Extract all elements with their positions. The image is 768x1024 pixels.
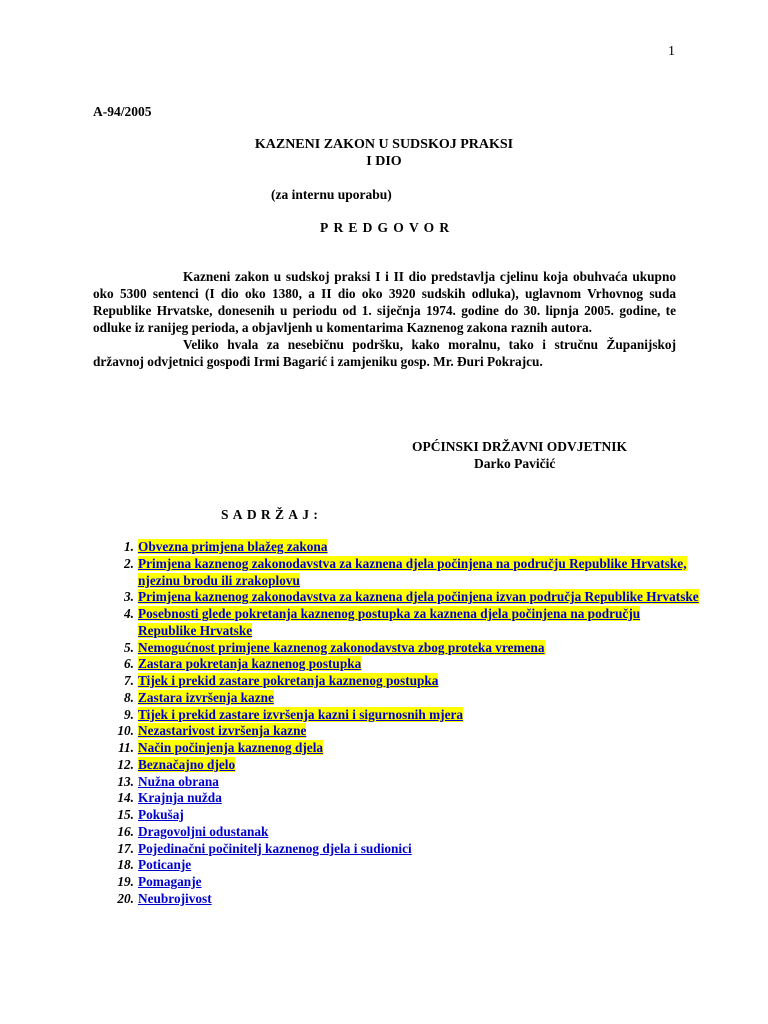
toc-item-number: 6.	[124, 656, 134, 672]
signer-name: Darko Pavičić	[474, 456, 556, 471]
toc-item-number: 3.	[124, 589, 134, 605]
document-title	[0, 136, 768, 170]
toc-link[interactable]: Dragovoljni odustanak	[138, 823, 269, 839]
toc-link[interactable]: Tijek i prekid zastare izvršenja kazni i sigurnosnih mjera	[138, 706, 464, 722]
toc-item	[100, 723, 700, 740]
title-line-2: I DIO	[366, 154, 402, 169]
preface-paragraph: Kazneni zakon u sudskoj praksi I i II dio predstavlja cjelinu koja obuhvaća ukupno oko 5300 sentenci (I dio oko 1380, a II dio oko 3920 sudskih odluka), uglavnom Vrhovnog suda Republike Hrvatske, donesenih u periodu od 1. siječnja 1974. godine do 30. lipnja 2005. godine, te odluke iz ranijeg perioda, a objavljenh u komentarima Kaznenog zakona raznih autora.	[93, 269, 676, 335]
toc-item-entry	[138, 656, 700, 673]
toc-item-number: 5.	[124, 639, 134, 655]
signer-title: OPĆINSKI DRŽAVNI ODVJETNIK	[412, 439, 628, 454]
toc-link[interactable]: Primjena kaznenog zakonodavstva za kaznena djela počinjena na području Republike Hrvatske, njezinu brodu ili zrakoplovu	[138, 555, 687, 588]
toc-link[interactable]: Posebnosti glede pokretanja kaznenog postupka za kaznena djela počinjena na području Republike Hrvatske	[138, 606, 641, 638]
toc-item-entry	[138, 723, 700, 740]
toc-item	[100, 807, 700, 824]
toc-item-entry	[138, 757, 700, 774]
toc-link[interactable]: Zastara izvršenja kazne	[138, 689, 274, 705]
toc-item-entry	[138, 673, 700, 690]
toc-item-number: 10.	[117, 723, 134, 739]
toc-link[interactable]: Obvezna primjena blažeg zakona	[138, 539, 328, 554]
toc-item-entry	[138, 556, 700, 590]
preface-text	[93, 268, 676, 370]
toc-item-number: 4.	[124, 606, 134, 621]
toc-item-number: 16.	[117, 823, 134, 839]
toc-heading: SADRŽAJ:	[221, 507, 323, 522]
preface-heading: PREDGOVOR	[320, 220, 455, 235]
toc-link[interactable]: Primjena kaznenog zakonodavstva za kaznena djela počinjena izvan područja Republike Hrvatske	[138, 589, 699, 605]
toc-item-number: 8.	[124, 689, 134, 705]
toc-item	[100, 891, 700, 908]
toc-item	[100, 774, 700, 791]
toc-item-number: 14.	[117, 790, 134, 806]
toc-link[interactable]: Neubrojivost	[138, 890, 212, 906]
toc-item-entry	[138, 539, 700, 556]
toc-item	[100, 690, 700, 707]
toc-item-number: 19.	[117, 874, 134, 889]
toc-item-entry	[138, 807, 700, 824]
toc-link[interactable]: Tijek i prekid zastare pokretanja kaznenog postupka	[138, 673, 439, 688]
toc-item	[100, 606, 700, 640]
preface-paragraph: Veliko hvala za nesebičnu podršku, kako moralnu, tako i stručnu Županijskoj državnoj odvjetnici gospođi Irmi Bagarić i zamjeniku gosp. Mr. Đuri Pokrajcu.	[93, 337, 676, 369]
toc-link[interactable]: Beznačajno djelo	[138, 756, 236, 772]
toc-item-number: 18.	[117, 857, 134, 873]
toc-item-number: 20.	[117, 890, 134, 906]
toc-link[interactable]: Pomaganje	[138, 874, 202, 889]
toc-item-entry	[138, 606, 700, 640]
toc-item-number: 13.	[117, 773, 134, 789]
toc-item-entry	[138, 824, 700, 841]
signature-block	[412, 438, 627, 472]
toc-item	[100, 740, 700, 757]
toc-link[interactable]: Nužna obrana	[138, 773, 219, 789]
toc-item-entry	[138, 707, 700, 724]
page-number: 1	[668, 44, 675, 59]
table-of-contents	[100, 539, 700, 908]
toc-link[interactable]: Nezastarivost izvršenja kazne	[138, 723, 307, 739]
toc-item	[100, 874, 700, 891]
toc-item-entry	[138, 857, 700, 874]
toc-item-number: 9.	[124, 706, 134, 722]
toc-item-entry	[138, 891, 700, 908]
toc-item-number: 7.	[124, 673, 134, 688]
internal-use-note: (za internu uporabu)	[271, 187, 392, 202]
toc-item-entry	[138, 589, 700, 606]
toc-item-number: 1.	[124, 539, 134, 554]
toc-link[interactable]: Poticanje	[138, 857, 192, 873]
toc-item	[100, 707, 700, 724]
toc-item	[100, 673, 700, 690]
toc-link[interactable]: Pokušaj	[138, 807, 184, 822]
toc-link[interactable]: Način počinjenja kaznenog djela	[138, 740, 324, 755]
toc-item-entry	[138, 841, 700, 858]
toc-link[interactable]: Zastara pokretanja kaznenog postupka	[138, 656, 362, 672]
toc-item	[100, 824, 700, 841]
toc-item-entry	[138, 774, 700, 791]
document-id: A-94/2005	[93, 104, 152, 119]
toc-link[interactable]: Nemogućnost primjene kaznenog zakonodavstva zbog proteka vremena	[138, 639, 545, 655]
toc-item-entry	[138, 874, 700, 891]
toc-item-number: 12.	[117, 756, 134, 772]
toc-item-number: 2.	[124, 555, 134, 571]
toc-item	[100, 841, 700, 858]
toc-item-number: 11.	[118, 740, 134, 755]
toc-item-entry	[138, 740, 700, 757]
toc-item	[100, 790, 700, 807]
toc-item-number: 15.	[117, 807, 134, 822]
toc-item	[100, 656, 700, 673]
toc-item-entry	[138, 640, 700, 657]
toc-item	[100, 640, 700, 657]
toc-item-number: 17.	[117, 840, 134, 856]
toc-item	[100, 757, 700, 774]
toc-link[interactable]: Krajnja nužda	[138, 790, 222, 806]
toc-item	[100, 589, 700, 606]
toc-item-entry	[138, 790, 700, 807]
title-line-1: KAZNENI ZAKON U SUDSKOJ PRAKSI	[254, 137, 514, 152]
toc-item	[100, 539, 700, 556]
toc-item-entry	[138, 690, 700, 707]
toc-item	[100, 857, 700, 874]
toc-link[interactable]: Pojedinačni počinitelj kaznenog djela i sudionici	[138, 840, 412, 856]
toc-item	[100, 556, 700, 590]
